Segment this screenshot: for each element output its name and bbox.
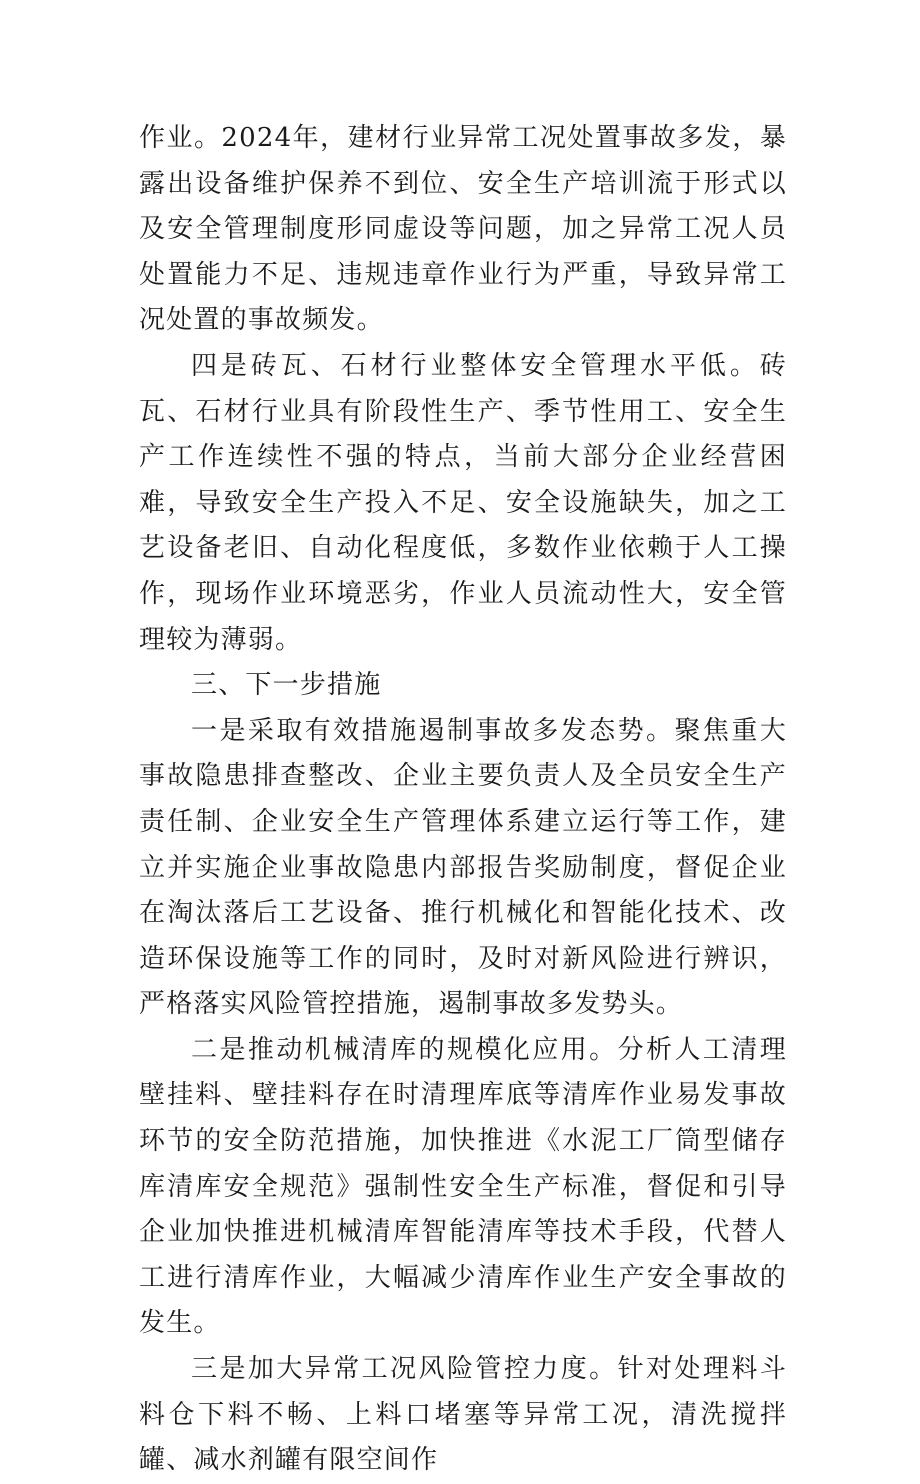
paragraph-continuation: 作业。2024年，建材行业异常工况处置事故多发，暴露出设备维护保养不到位、安全生产培训流于形式以及安全管理制度形同虚设等问题，加之异常工况人员处置能力不足、违规违章作业行为严重，导致异常工况处置的事故频发。 [139, 123, 787, 336]
document-body [139, 116, 787, 1484]
paragraph-mechanical-silo-cleaning: 二是推动机械清库的规模化应用。分析人工清理壁挂料、壁挂料存在时清理库底等清库作业易发事故环节的安全防范措施，加快推进《水泥工厂筒型储存库清库安全规范》强制性安全生产标准，督促和引导企业加快推进机械清库智能清库等技术手段，代替人工进行清库作业，大幅减少清库作业生产安全事故的发生。 [139, 1034, 787, 1339]
paragraph-curb-accidents: 一是采取有效措施遏制事故多发态势。聚焦重大事故隐患排查整改、企业主要负责人及全员安全生产责任制、企业安全生产管理体系建立运行等工作，建立并实施企业事故隐患内部报告奖励制度，督促企业在淘汰落后工艺设备、推行机械化和智能化技术、改造环保设施等工作的同时，及时对新风险进行辨识，严格落实风险管控措施，遏制事故多发势头。 [139, 715, 787, 1020]
section-heading-next-steps: 三、下一步措施 [191, 670, 382, 701]
paragraph-brick-stone-management: 四是砖瓦、石材行业整体安全管理水平低。砖瓦、石材行业具有阶段性生产、季节性用工、安全生产工作连续性不强的特点，当前大部分企业经营困难，导致安全生产投入不足、安全设施缺失，加之工艺设备老旧、自动化程度低，多数作业依赖于人工操作，现场作业环境恶劣，作业人员流动性大，安全管理较为薄弱。 [139, 350, 787, 655]
paragraph-abnormal-conditions-control: 三是加大异常工况风险管控力度。针对处理料斗料仓下料不畅、上料口堵塞等异常工况，清洗搅拌罐、减水剂罐有限空间作 [139, 1354, 787, 1476]
